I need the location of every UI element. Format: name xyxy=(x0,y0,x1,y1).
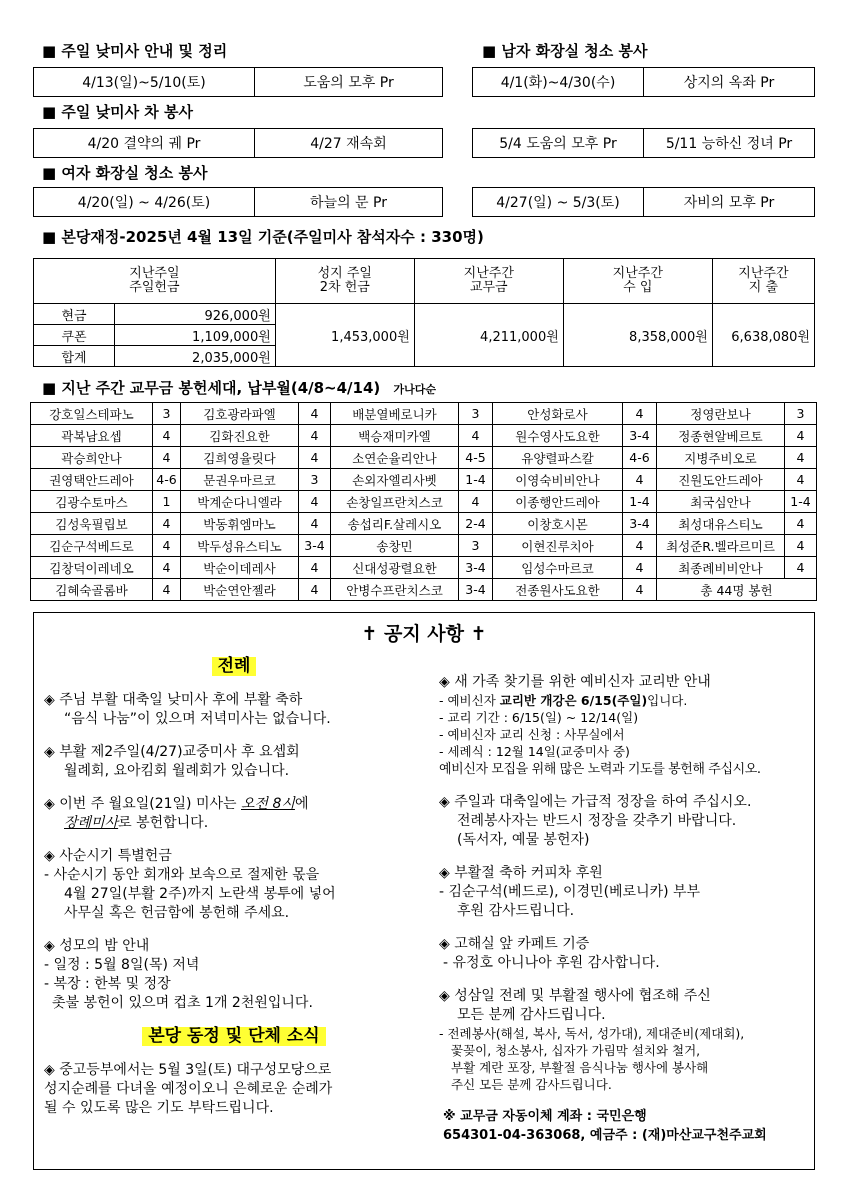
women-restroom-group: 자비의 모후 Pr xyxy=(643,188,814,216)
donor-name: 최종례비비안나 xyxy=(657,557,785,579)
donor-name: 전종원사도요한 xyxy=(493,579,623,601)
donor-months: 4 xyxy=(153,513,181,535)
donor-months: 1-4 xyxy=(785,491,817,513)
notice-carpet: ◈ 고해실 앞 카페트 기증 - 유정호 아니나아 후원 감사합니다. xyxy=(439,936,660,971)
donor-months: 4 xyxy=(785,425,817,447)
notice-left-column xyxy=(44,653,424,1132)
donor-name: 박순이데레사 xyxy=(181,557,299,579)
notice-pilgrimage: ◈ 중고등부에서는 5월 3일(토) 대구성모당으로 성지순례를 다녀올 예정이오니 은혜로운 순례가 될 수 있도록 많은 기도 부탁드립니다. xyxy=(44,1062,333,1116)
donation-row xyxy=(31,557,817,579)
donor-months: 1 xyxy=(153,491,181,513)
donor-months: 4-6 xyxy=(153,469,181,491)
noon-mass-title: ■ 주일 낮미사 안내 및 정리 xyxy=(42,42,228,60)
donor-months: 1-4 xyxy=(459,469,493,491)
donor-name: 박계순다니엘라 xyxy=(181,491,299,513)
donor-name: 최국심안나 xyxy=(657,491,785,513)
finance-tithe: 4,211,000원 xyxy=(414,304,563,367)
noon-mass-box xyxy=(33,67,443,97)
finance-second-collection: 1,453,000원 xyxy=(275,304,414,367)
donor-name: 송섭리F.살레시오 xyxy=(331,513,459,535)
donor-name: 최성준R.벨라르미르 xyxy=(657,535,785,557)
donor-name: 지병주비오로 xyxy=(657,447,785,469)
donation-total: 총 44명 봉헌 xyxy=(657,579,817,601)
donor-name: 손창일프란치스코 xyxy=(331,491,459,513)
donation-row xyxy=(31,491,817,513)
donor-name: 김혜숙골롬바 xyxy=(31,579,153,601)
donor-name: 곽복남요셉 xyxy=(31,425,153,447)
donor-months: 3 xyxy=(459,535,493,557)
donor-name: 진원도안드레아 xyxy=(657,469,785,491)
tea-service-item: 5/11 능하신 정녀 Pr xyxy=(643,129,814,157)
finance-income: 8,358,000원 xyxy=(563,304,712,367)
donation-title: ■ 지난 주간 교무금 봉헌세대, 납부월(4/8~4/14) 가나다순 xyxy=(42,379,437,397)
notice-easter-meal: ◈ 주님 부활 대축일 낮미사 후에 부활 축하 “음식 나눔”이 있으며 저녁미사는 없습니다. xyxy=(44,692,331,727)
donor-months: 4 xyxy=(623,579,657,601)
donor-name: 박순연안젤라 xyxy=(181,579,299,601)
donor-name: 임성수마르코 xyxy=(493,557,623,579)
donor-months: 3-4 xyxy=(459,579,493,601)
donor-months: 4 xyxy=(299,491,331,513)
finance-row-value: 1,109,000원 xyxy=(115,325,276,346)
finance-title: ■ 본당재정-2025년 4월 13일 기준(주일미사 참석자수 : 330명) xyxy=(42,228,484,246)
finance-header-tithe: 지난주간 교무금 xyxy=(414,259,563,304)
donor-name: 신대성광렬요한 xyxy=(331,557,459,579)
donor-name: 백승재미카엘 xyxy=(331,425,459,447)
donor-name: 김성욱필립보 xyxy=(31,513,153,535)
donation-row xyxy=(31,535,817,557)
donor-months: 4 xyxy=(785,469,817,491)
donor-name: 안성화로사 xyxy=(493,403,623,425)
finance-row-value: 2,035,000원 xyxy=(115,346,276,367)
donor-months: 4 xyxy=(623,557,657,579)
donor-name: 배분열베로니카 xyxy=(331,403,459,425)
donor-months: 3 xyxy=(785,403,817,425)
donor-name: 송창민 xyxy=(331,535,459,557)
donor-months: 4-5 xyxy=(459,447,493,469)
donor-name: 안병수프란치스코 xyxy=(331,579,459,601)
finance-header-second: 성지 주일 2차 헌금 xyxy=(275,259,414,304)
notice-meeting: ◈ 부활 제2주일(4/27)교중미사 후 요셉회 월례회, 요아킴회 월례회가 있습니다. xyxy=(44,744,300,779)
donor-months: 2-4 xyxy=(459,513,493,535)
noon-mass-group: 도움의 모후 Pr xyxy=(254,68,442,96)
donor-name: 손외자엘리사벳 xyxy=(331,469,459,491)
finance-header-collection: 지난주일 주일헌금 xyxy=(34,259,276,304)
tea-service-box-1 xyxy=(33,128,443,158)
donor-months: 3-4 xyxy=(459,557,493,579)
donor-months: 3-4 xyxy=(299,535,331,557)
finance-row-label: 현금 xyxy=(34,304,115,325)
donor-name: 최성대유스티노 xyxy=(657,513,785,535)
notice-coffee: ◈ 부활절 축하 커피차 후원 - 김순구석(베드로), 이경민(베로니카) 부부 후원 감사드립니다. xyxy=(439,865,701,919)
tea-service-item: 4/27 재속회 xyxy=(254,129,442,157)
donation-table xyxy=(30,402,817,601)
donor-months: 4 xyxy=(785,513,817,535)
donor-months: 1-4 xyxy=(623,491,657,513)
women-restroom-group: 하늘의 문 Pr xyxy=(254,188,442,216)
women-restroom-period: 4/20(일) ~ 4/26(토) xyxy=(77,195,211,211)
donor-months: 4 xyxy=(785,535,817,557)
women-restroom-box-1 xyxy=(33,187,443,217)
donor-months: 4 xyxy=(623,535,657,557)
notice-catechumen: ◈ 새 가족 찾기를 위한 예비신자 교리반 안내 - 예비신자 교리반 개강은 6/15(주일)입니다. - 교리 기간 : 6/15(일) ~ 12/14(일) - 예비신자 교리 신청 : 사무실에서 - 세례식 : 12월 14일(교중미사 중) 예비신자 모집을 위해 많은 노력과 기도를 봉헌해 주십시오. xyxy=(439,674,761,777)
finance-row-label: 쿠폰 xyxy=(34,325,115,346)
liturgy-heading: 전례 xyxy=(212,657,257,676)
donor-name: 이창호시몬 xyxy=(493,513,623,535)
donor-name: 곽승희안나 xyxy=(31,447,153,469)
men-restroom-box xyxy=(472,67,815,97)
finance-row-label: 합계 xyxy=(34,346,115,367)
notice-right-column xyxy=(439,673,809,1159)
donor-name: 유양렬파스칼 xyxy=(493,447,623,469)
noon-mass-period: 4/13(일)~5/10(토) xyxy=(82,75,206,91)
notice-box xyxy=(33,612,815,1170)
donor-months: 4 xyxy=(299,557,331,579)
donor-months: 4 xyxy=(785,557,817,579)
donor-months: 3 xyxy=(299,469,331,491)
donation-row xyxy=(31,447,817,469)
notice-account: ※ 교무금 자동이체 계좌 : 국민은행 654301-04-363068, 예금주 : (재)마산교구천주교회 xyxy=(443,1109,767,1143)
men-restroom-title: ■ 남자 화장실 청소 봉사 xyxy=(482,42,648,60)
donor-months: 4 xyxy=(299,513,331,535)
notice-lent-offering: ◈ 사순시기 특별헌금 - 사순시기 동안 회개와 보속으로 절제한 몫을 4월 27일(부활 2주)까지 노란색 봉투에 넣어 사무실 혹은 헌금함에 봉헌해 주세요. xyxy=(44,848,336,921)
women-restroom-box-2 xyxy=(472,187,815,217)
donor-name: 김호광라파엘 xyxy=(181,403,299,425)
donor-name: 정영란보나 xyxy=(657,403,785,425)
notice-funeral-mass: ◈ 이번 주 월요일(21일) 미사는 오전 8시에 장례미사로 봉헌합니다. xyxy=(44,796,309,831)
notice-thanks: ◈ 성삼일 전례 및 부활절 행사에 협조해 주신 모든 분께 감사드립니다. - 전례봉사(해설, 복사, 독서, 성가대), 제대준비(제대회), 꽃꽂이, 청소봉사, 십자가 가림막 설치와 철거, 부활 계란 포장, 부활절 음식나눔 행사에 봉사해 주신 모든 분께 감사드립니다. xyxy=(439,988,745,1092)
donor-months: 4 xyxy=(153,425,181,447)
donation-note: 가나다순 xyxy=(393,383,437,396)
donor-months: 4 xyxy=(785,447,817,469)
donor-name: 정종현알베르토 xyxy=(657,425,785,447)
donor-name: 소연순율리안나 xyxy=(331,447,459,469)
notice-mary-night: ◈ 성모의 밤 안내 - 일정 : 5월 8일(목) 저녁 - 복장 : 한복 및 정장 촛불 봉헌이 있으며 컵초 1개 2천원입니다. xyxy=(44,938,313,1011)
donor-months: 4 xyxy=(153,557,181,579)
donor-name: 김희영율릿다 xyxy=(181,447,299,469)
finance-header-expense: 지난주간 지 출 xyxy=(712,259,814,304)
tea-service-box-2 xyxy=(472,128,815,158)
donor-name: 이영숙비비안나 xyxy=(493,469,623,491)
community-heading: 본당 동정 및 단체 소식 xyxy=(142,1027,325,1046)
donor-months: 4 xyxy=(299,579,331,601)
donor-months: 4 xyxy=(299,403,331,425)
finance-header-income: 지난주간 수 입 xyxy=(563,259,712,304)
donor-name: 김창덕이레네오 xyxy=(31,557,153,579)
tea-service-item: 4/20 결약의 궤 Pr xyxy=(87,136,201,152)
notice-title: ✝ 공지 사항 ✝ xyxy=(361,623,487,645)
donor-name: 박동휘엠마노 xyxy=(181,513,299,535)
donor-name: 이현진루치아 xyxy=(493,535,623,557)
donor-months: 4 xyxy=(153,447,181,469)
donor-name: 권영택안드레아 xyxy=(31,469,153,491)
donation-row xyxy=(31,513,817,535)
donation-row xyxy=(31,425,817,447)
tea-service-item: 5/4 도움의 모후 Pr xyxy=(499,136,617,152)
donation-row xyxy=(31,469,817,491)
donor-months: 4 xyxy=(153,535,181,557)
men-restroom-period: 4/1(화)~4/30(수) xyxy=(500,75,616,91)
donor-months: 4 xyxy=(153,579,181,601)
finance-row-value: 926,000원 xyxy=(115,304,276,325)
donor-name: 김순구석베드로 xyxy=(31,535,153,557)
donor-months: 4 xyxy=(459,491,493,513)
noon-tea-title: ■ 주일 낮미사 차 봉사 xyxy=(42,103,193,121)
donor-name: 문권우마르코 xyxy=(181,469,299,491)
donor-months: 4-6 xyxy=(623,447,657,469)
donor-name: 박두성유스티노 xyxy=(181,535,299,557)
donation-row xyxy=(31,579,817,601)
donor-name: 이종행안드레아 xyxy=(493,491,623,513)
notice-dress: ◈ 주일과 대축일에는 가급적 정장을 하여 주십시오. 전례봉사자는 반드시 정장을 갖추기 바랍니다. (독서자, 예물 봉헌자) xyxy=(439,794,752,848)
donor-name: 김화진요한 xyxy=(181,425,299,447)
donor-months: 4 xyxy=(299,447,331,469)
women-restroom-title: ■ 여자 화장실 청소 봉사 xyxy=(42,164,208,182)
donor-months: 3 xyxy=(459,403,493,425)
donor-months: 3-4 xyxy=(623,513,657,535)
donor-months: 4 xyxy=(459,425,493,447)
donor-months: 4 xyxy=(623,469,657,491)
donation-row xyxy=(31,403,817,425)
donor-months: 3 xyxy=(153,403,181,425)
donor-name: 김광수토마스 xyxy=(31,491,153,513)
donor-months: 4 xyxy=(623,403,657,425)
finance-table xyxy=(33,258,815,367)
finance-expense: 6,638,080원 xyxy=(712,304,814,367)
donor-name: 강호일스테파노 xyxy=(31,403,153,425)
men-restroom-group: 상지의 옥좌 Pr xyxy=(643,68,814,96)
donor-months: 4 xyxy=(299,425,331,447)
donor-months: 3-4 xyxy=(623,425,657,447)
women-restroom-period: 4/27(일) ~ 5/3(토) xyxy=(496,195,620,211)
donor-name: 원수영사도요한 xyxy=(493,425,623,447)
